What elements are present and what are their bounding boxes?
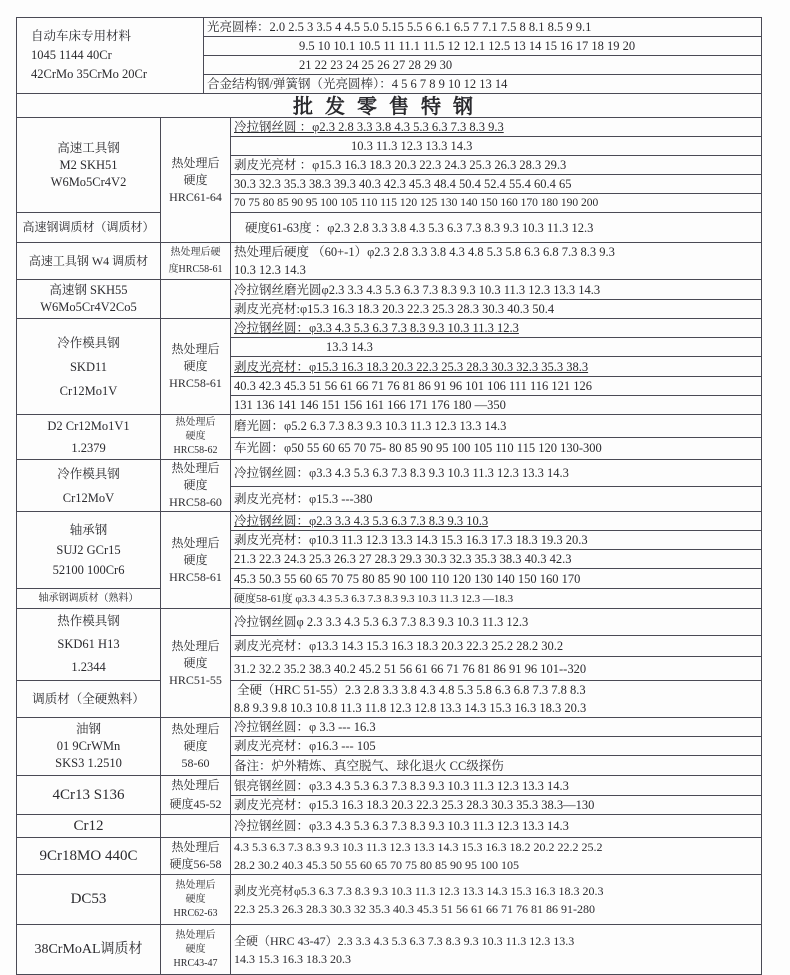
text-line: 硬度 [183,478,208,492]
spec-line: 13.3 14.3 [231,338,762,357]
grade-cell: 9Cr18MO 440C [17,838,161,875]
text-line: 冷作模具钢 [57,335,120,350]
text-line: HRC58-61 [169,569,222,584]
spec-line: 磨光圆：φ5.2 6.3 7.3 8.3 9.3 10.3 11.3 12.3 13.3 14.3 [231,415,762,438]
grade-cell: 高速工具钢 W4 调质材 [17,243,161,280]
text-line: M2 SKH51 [59,157,118,172]
text-line: 热处理后 [175,929,216,941]
grade-cell: 高速钢调质材（调质材） [17,213,161,243]
spec-line: 银亮钢丝圆：φ3.3 4.3 5.3 6.3 7.3 8.3 9.3 10.3 11.3 12.3 13.3 14.3 [231,776,762,796]
text-line: 硬度 [185,943,206,955]
spec-cell [231,681,762,718]
spec-line: 冷拉钢丝圆：φ3.3 4.3 5.3 6.3 7.3 8.3 9.3 10.3 11.3 12.3 [231,319,762,338]
hardness-cell [161,776,231,815]
hardness-cell [161,319,231,415]
text-line: Cr12Mo1V [59,383,118,398]
text-line: 热处理后 [171,638,220,653]
text-line: HRC58-62 [173,445,218,456]
auto-lathe-materials-table [16,17,762,94]
spec-line: 合金结构钢/弹簧钢（光亮圆棒）：4 5 6 7 8 9 10 12 13 14 [204,75,762,94]
hardness-cell [161,460,231,512]
hardness-cell [161,875,231,925]
text-line: 热处理后 [171,155,220,170]
grade-cell: 调质材（全硬熟料） [17,681,161,718]
spec-line: 剥皮光亮材：φ15.3 16.3 18.3 20.3 22.3 25.3 28.3 30.3 35.3 38.3—130 [231,796,762,815]
grade-cell [17,118,161,213]
hardness-cell [161,718,231,776]
text-line: 热处理后 [171,342,220,356]
auto-lathe-materials-cell [17,18,204,94]
text-line: 剥皮光亮材φ5.3 6.3 7.3 8.3 9.3 10.3 11.3 12.3 13.3 14.3 15.3 16.3 18.3 20.3 [234,883,604,898]
spec-line: 光亮圆棒：2.0 2.5 3 3.5 4 4.5 5.0 5.15 5.5 6 6.1 6.5 7 7.1 7.5 8 8.1 8.5 9 9.1 [204,18,762,37]
text-line: 热处理后 [171,461,220,475]
text-line: 热处理后 [175,417,216,428]
text-line: 28.2 30.2 40.3 45.3 50 55 60 65 70 75 80 85 90 95 100 105 [234,858,519,872]
text-line: W6Mo5Cr4V2 [50,174,127,189]
spec-cell [231,875,762,925]
text-line: 热作模具钢 [57,614,120,628]
hardness-cell-empty [161,815,231,838]
grade-list: 42CrMo 35CrMo 20Cr [31,67,147,81]
text-line: 热处理后 [171,535,220,550]
text-line: 10.3 12.3 14.3 [234,263,306,277]
spec-line: 10.3 11.3 12.3 13.3 14.3 [231,137,762,156]
text-line: 硬度 [183,172,208,187]
spec-line: 31.2 32.2 35.2 38.3 40.2 45.2 51 56 61 66 71 76 81 86 91 96 101--320 [231,657,762,681]
remark-line: 备注：炉外精炼、真空脱气、球化退火 CC级探伤 [231,756,762,776]
page-title: 批发零售特钢 [17,94,762,118]
grade-cell [17,609,161,681]
grade-cell: DC53 [17,875,161,925]
text-line: HRC61-64 [169,189,222,204]
spec-line: 21 22 23 24 25 26 27 28 29 30 [204,56,762,75]
spec-line: 9.5 10 10.1 10.5 11 11.1 11.5 12 12.1 12.5 13 14 15 16 17 18 19 20 [204,37,762,56]
text-line: 硬度 [183,655,208,670]
spec-line: 70 75 80 85 90 95 100 105 110 115 120 125 130 140 150 160 170 180 190 200 [231,194,762,213]
spec-line: 45.3 50.3 55 60 65 70 75 80 85 90 100 110 120 130 140 150 160 170 [231,569,762,589]
grade-cell: 38CrMoAL调质材 [17,925,161,975]
hardness-cell [161,415,231,460]
grade-cell [17,280,161,319]
text-line: HRC58-61 [169,376,222,390]
text-line: 硬度56-58 [169,857,222,871]
spec-line: 冷拉钢丝圆：φ2.3 3.3 4.3 5.3 6.3 7.3 8.3 9.3 10.3 [231,512,762,531]
text-line: 热处理后硬 [170,247,221,258]
text-line: 1.2344 [71,660,106,674]
title-table [16,93,762,118]
spec-line: 21.3 22.3 24.3 25.3 26.3 27 28.3 29.3 30.3 32.3 35.3 38.3 40.3 42.3 [231,550,762,569]
text-line: HRC58-60 [169,495,222,509]
hardness-cell [161,118,231,243]
category-title: 自动车床专用材料 [31,29,132,43]
spec-line: 硬度58-61度 φ3.3 4.3 5.3 6.3 7.3 8.3 9.3 10.3 11.3 12.3 —18.3 [231,589,762,609]
text-line: HRC62-63 [173,907,218,919]
text-line: 52100 100Cr6 [52,563,125,577]
grade-cell [17,512,161,589]
text-line: 硬度 [183,359,208,373]
spec-cell [231,243,762,280]
text-line: 01 9CrWMn [56,739,121,753]
spec-line: 冷拉钢丝磨光圆φ2.3 3.3 4.3 5.3 6.3 7.3 8.3 9.3 10.3 11.3 12.3 13.3 14.3 [231,280,762,300]
spec-line: 冷拉钢丝圆 ：φ2.3 2.8 3.3 3.8 4.3 5.3 6.3 7.3 8.3 9.3 [231,118,762,137]
text-line: 高速钢 SKH55 [49,283,128,297]
spec-line: 剥皮光亮材：φ10.3 11.3 12.3 13.3 14.3 15.3 16.3 17.3 18.3 19.3 20.3 [231,531,762,550]
hardness-cell [161,243,231,280]
special-steel-table [16,117,762,975]
spec-line: 剥皮光亮材 ：φ15.3 16.3 18.3 20.3 22.3 24.3 25.3 26.3 28.3 29.3 [231,156,762,175]
text-line: 度HRC58-61 [168,264,223,275]
text-line: 热处理后硬度 （60+-1）φ2.3 2.8 3.3 3.8 4.3 4.8 5.3 5.8 6.3 6.8 7.3 8.3 9.3 [234,245,615,259]
text-line: Cr12MoV [62,490,115,505]
text-line: SKD11 [69,359,108,374]
spec-line: 剥皮光亮材：φ13.3 14.3 15.3 16.3 18.3 20.3 22.3 25.2 28.2 30.2 [231,636,762,657]
text-line: 14.3 15.3 16.3 18.3 20.3 [234,951,351,966]
spec-line: 冷拉钢丝圆：φ 3.3 --- 16.3 [231,718,762,737]
hardness-cell [161,925,231,975]
text-line: 22.3 25.3 26.3 28.3 30.3 32 35.3 40.3 45.3 51 56 61 66 71 76 81 86 91-280 [234,901,595,916]
text-line: 全硬（HRC 43-47）2.3 3.3 4.3 5.3 6.3 7.3 8.3 9.3 10.3 11.3 12.3 13.3 [234,933,575,948]
text-line: 全硬（HRC 51-55）2.3 2.8 3.3 3.8 4.3 4.8 5.3 5.8 6.3 6.8 7.3 7.8 8.3 [237,683,586,697]
grade-cell [17,460,161,512]
text-line: 热处理后 [171,722,220,736]
text-line: 热处理后 [175,879,216,891]
spec-line: 131 136 141 146 151 156 161 166 171 176 180 —350 [231,396,762,415]
spec-line: 硬度61-63度 ：φ2.3 2.8 3.3 3.8 4.3 5.3 6.3 7.3 8.3 9.3 10.3 11.3 12.3 [231,213,762,243]
text-line: 油钢 [75,722,101,736]
spec-line: 剥皮光亮材：φ15.3 ---380 [231,486,762,512]
spec-cell [231,838,762,875]
text-line: HRC51-55 [169,672,222,687]
grade-cell: 4Cr13 S136 [17,776,161,815]
grade-cell: 轴承钢调质材（熟料） [17,589,161,609]
grade-cell [17,319,161,415]
text-line: D2 Cr12Mo1V1 [47,419,130,433]
text-line: 冷作模具钢 [57,466,120,481]
text-line: 1.2379 [71,441,106,455]
grade-cell [17,415,161,460]
text-line: 8.8 9.3 9.8 10.3 10.8 11.3 11.8 12.3 12.8 13.3 14.3 15.3 16.3 18.3 20.3 [234,701,587,715]
text-line: 轴承钢 [69,523,108,537]
grade-list: 1045 1144 40Cr [31,48,112,62]
spec-line: 剥皮光亮材：φ16.3 --- 105 [231,737,762,756]
spec-line: 冷拉钢丝圆：φ3.3 4.3 5.3 6.3 7.3 8.3 9.3 10.3 11.3 12.3 13.3 14.3 [231,815,762,838]
spec-line: 30.3 32.3 35.3 38.3 39.3 40.3 42.3 45.3 48.4 50.4 52.4 55.4 60.4 65 [231,175,762,194]
text-line: HRC43-47 [173,957,218,969]
grade-cell [17,718,161,776]
spec-line: 剥皮光亮材:φ15.3 16.3 18.3 20.3 22.3 25.3 28.3 30.3 40.3 50.4 [231,300,762,319]
text-line: 硬度 [183,552,208,567]
text-line: SKS3 1.2510 [55,756,122,770]
text-line: 硬度 [183,739,208,753]
text-line: 热处理后 [171,840,220,854]
spec-line: 剥皮光亮材：φ15.3 16.3 18.3 20.3 22.3 25.3 28.3 30.3 32.3 35.3 38.3 [231,357,762,377]
text-line: W6Mo5Cr4V2Co5 [40,300,137,314]
text-line: 硬度 [185,431,206,442]
text-line: 4.3 5.3 6.3 7.3 8.3 9.3 10.3 11.3 12.3 13.3 14.3 15.3 16.3 18.2 20.2 22.2 25.2 [234,840,603,854]
hardness-cell-empty [161,280,231,319]
hardness-cell [161,838,231,875]
text-line: 硬度45-52 [169,797,222,811]
hardness-cell [161,512,231,609]
spec-line: 车光圆：φ50 55 60 65 70 75- 80 85 90 95 100 105 110 115 120 130-300 [231,437,762,460]
text-line: 硬度 [185,893,206,905]
text-line: 高速工具钢 [57,140,120,155]
text-line: SKD61 H13 [57,637,120,651]
grade-cell: Cr12 [17,815,161,838]
spec-line: 冷拉钢丝圆：φ3.3 4.3 5.3 6.3 7.3 8.3 9.3 10.3 11.3 12.3 13.3 14.3 [231,460,762,487]
text-line: 热处理后 [171,778,220,792]
text-line: 58-60 [181,756,210,770]
hardness-cell [161,609,231,718]
spec-line: 40.3 42.3 45.3 51 56 61 66 71 76 81 86 91 96 101 106 111 116 121 126 [231,377,762,396]
text-line: SUJ2 GCr15 [56,543,121,557]
spec-cell [231,925,762,975]
spec-line: 冷拉钢丝圆φ 2.3 3.3 4.3 5.3 6.3 7.3 8.3 9.3 10.3 11.3 12.3 [231,609,762,636]
